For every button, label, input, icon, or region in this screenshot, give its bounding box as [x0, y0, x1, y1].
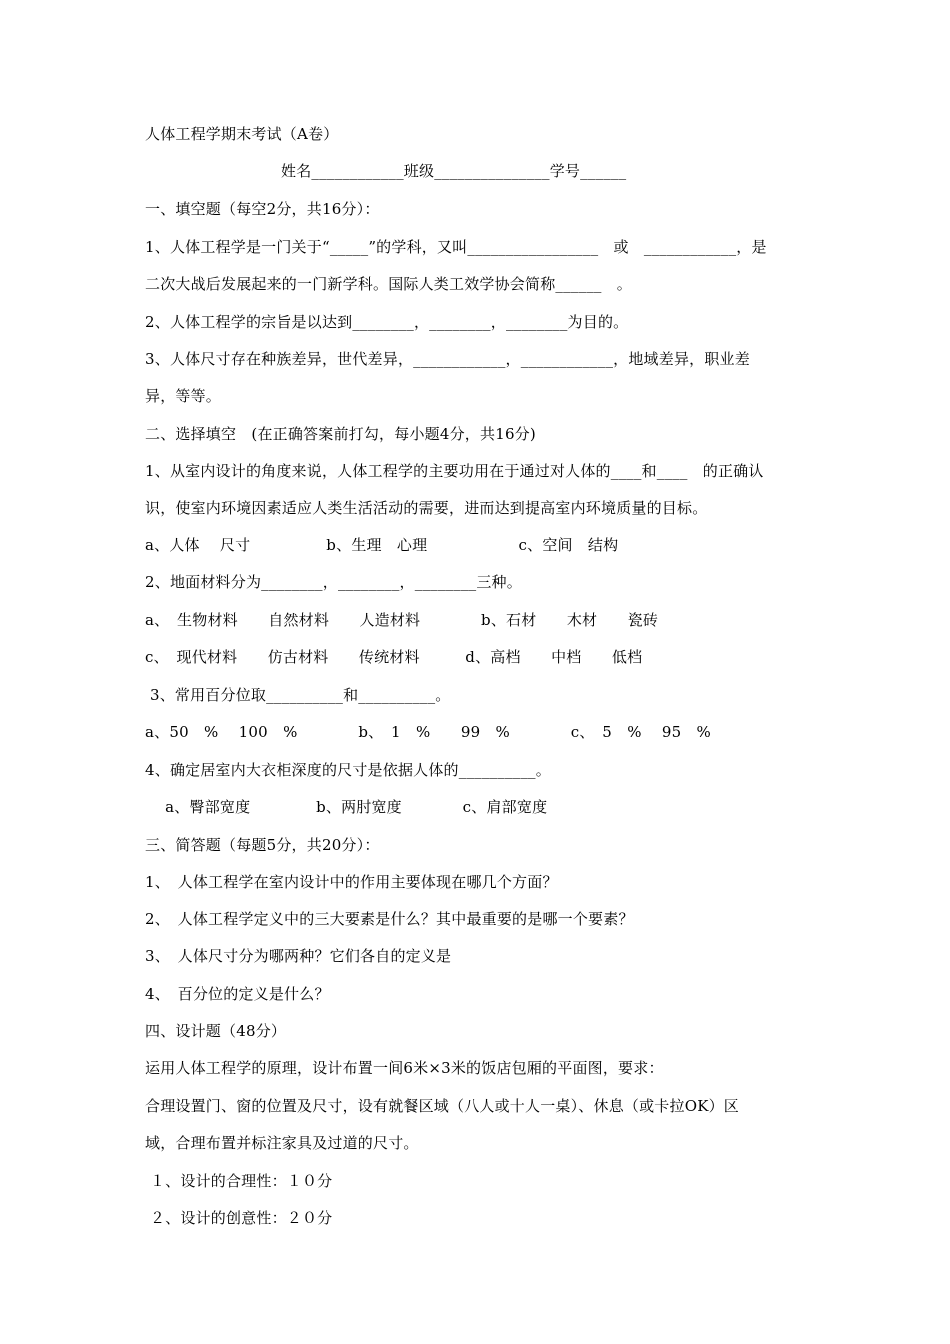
section-2-question-2-options-a: a、 生物材料 自然材料 人造材料 b、石材 木材 瓷砖	[145, 611, 659, 629]
section-3-heading: 三、简答题（每题5分，共20分）：	[145, 836, 380, 854]
section-2-question-4: 4、确定居室内大衣柜深度的尺寸是依据人体的__________。	[145, 761, 551, 779]
section-1-question-3-cont: 异，等等。	[145, 387, 222, 405]
section-2-question-3-options: a、50 % 100 % b、 1 % 99 % c、 5 % 95 %	[145, 723, 711, 741]
section-4-requirements-cont: 域，合理布置并标注家具及过道的尺寸。	[145, 1134, 419, 1152]
section-2-question-2-options-b: c、 现代材料 仿古材料 传统材料 d、高档 中档 低档	[145, 648, 643, 666]
section-3-question-3: 3、 人体尺寸分为哪两种？它们各自的定义是	[145, 947, 452, 965]
section-1-question-1-cont: 二次大战后发展起来的一门新学科。国际人类工效学协会简称______ 。	[145, 275, 633, 293]
section-2-question-1-options: a、人体 尺寸 b、生理 心理 c、空间 结构	[145, 536, 619, 554]
section-1-heading: 一、填空题（每空2分，共16分）：	[145, 200, 380, 218]
section-2-question-4-options: a、臀部宽度 b、两肘宽度 c、肩部宽度	[145, 798, 548, 816]
section-2-question-3: 3、常用百分位取__________和__________。	[145, 686, 451, 704]
section-1-question-2: 2、人体工程学的宗旨是以达到________，________，________为目的。	[145, 313, 629, 331]
section-2-question-1-cont: 识，使室内环境因素适应人类生活活动的需要，进而达到提高室内环境质量的目标。	[145, 499, 708, 517]
section-3-question-1: 1、 人体工程学在室内设计中的作用主要体现在哪几个方面？	[145, 873, 558, 891]
section-3-question-2: 2、 人体工程学定义中的三大要素是什么？其中最重要的是哪一个要素？	[145, 910, 634, 928]
section-4-criterion-1: １、设计的合理性：１０分	[145, 1172, 333, 1190]
section-1-question-3: 3、人体尺寸存在种族差异，世代差异，____________，____________，地域差异，职业差	[145, 350, 750, 368]
section-2-heading: 二、选择填空 (在正确答案前打勾，每小题4分，共16分)	[145, 425, 536, 443]
student-info-line: 姓名____________班级_______________学号______	[281, 162, 627, 180]
section-4-heading: 四、设计题（48分）	[145, 1022, 287, 1040]
section-4-criterion-2: ２、设计的创意性：２０分	[145, 1209, 333, 1227]
section-4-prompt: 运用人体工程学的原理，设计布置一间6米×3米的饭店包厢的平面图，要求：	[145, 1059, 664, 1077]
section-2-question-2: 2、地面材料分为________，________，________三种。	[145, 573, 522, 591]
section-4-requirements: 合理设置门、窗的位置及尺寸，设有就餐区域（八人或十人一桌）、休息（或卡拉OK）区	[145, 1097, 740, 1115]
section-3-question-4: 4、 百分位的定义是什么？	[145, 985, 330, 1003]
exam-title: 人体工程学期末考试（A卷）	[145, 125, 339, 143]
section-1-question-1: 1、人体工程学是一门关于“_____”的学科，又叫_________________ 或 ____________，是	[145, 238, 767, 256]
section-2-question-1: 1、从室内设计的角度来说，人体工程学的主要功用在于通过对人体的____和____ 的正确认	[145, 462, 764, 480]
